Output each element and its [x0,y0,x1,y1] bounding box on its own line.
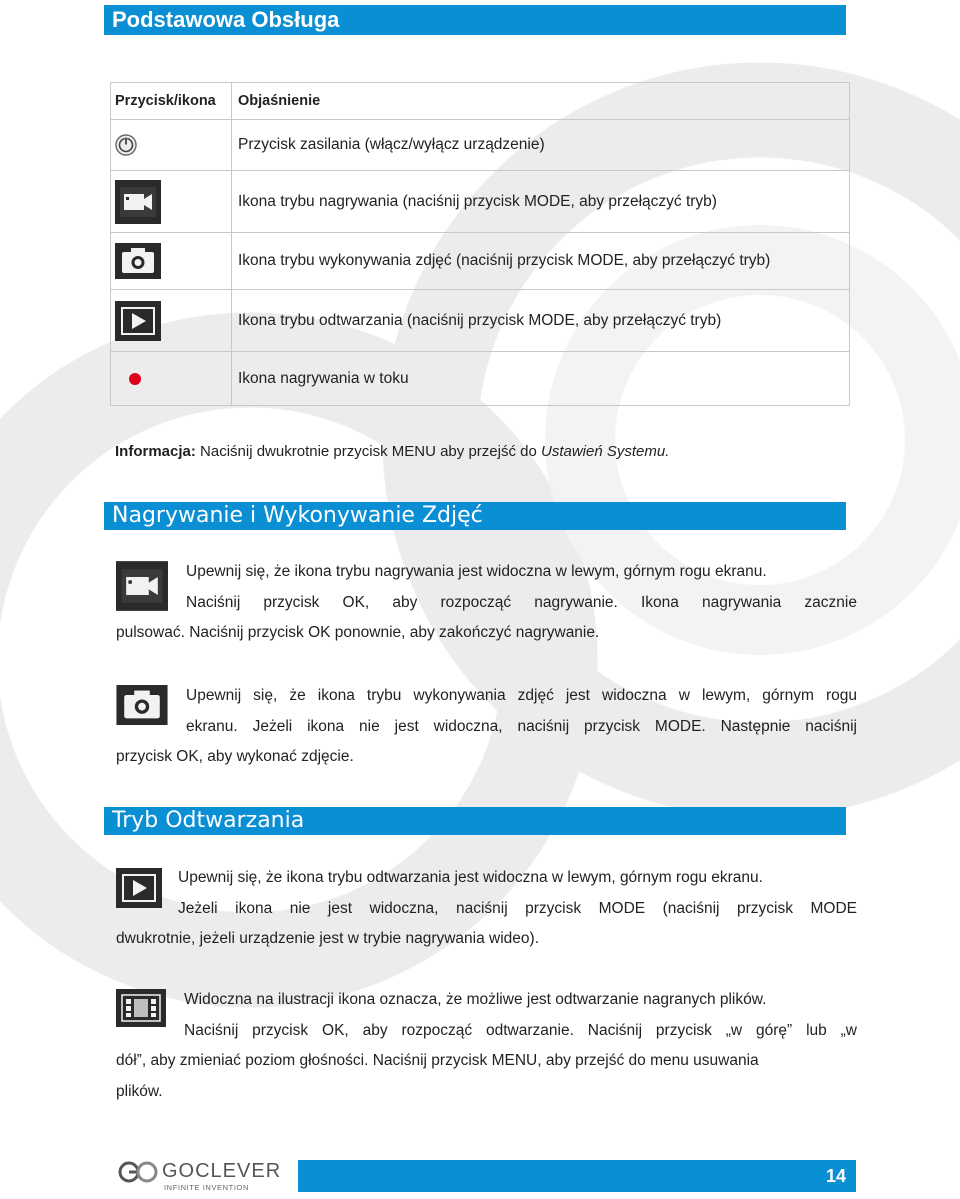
table-header-row [111,83,850,120]
logo-tagline: INFINITE INVENTION [164,1183,249,1192]
goclever-logo [118,1160,286,1199]
row-text: Ikona trybu wykonywania zdjęć (naciśnij przycisk MODE, aby przełączyć tryb) [232,233,850,290]
table-row [111,352,850,406]
playback-paragraph [116,863,857,955]
paragraph-line: Widoczna na ilustracji ikona oznacza, że możliwe jest odtwarzanie nagranych plików. [184,991,767,1008]
section-title-recording: Nagrywanie i Wykonywanie Zdjęć [104,502,846,530]
info-text: Naciśnij dwukrotnie przycisk MENU aby przejść do [195,443,541,460]
buttons-table [110,82,850,406]
file-browser-icon [116,989,166,1027]
paragraph-line: dwukrotnie, jeżeli urządzenie jest w trybie nagrywania wideo). [116,930,540,947]
row-text: Ikona nagrywania w toku [232,352,850,406]
table-row [111,171,850,233]
page-number-bar [298,1160,856,1192]
paragraph-line: ekranu. Jeżeli ikona nie jest widoczna, naciśnij przycisk MODE. Następnie naciśnij [186,717,857,735]
info-link-text: Ustawień Systemu. [540,443,670,460]
logo-text: GOCLEVER [162,1160,282,1182]
red-dot-icon [125,369,145,389]
paragraph-line: dół”, aby zmieniać poziom głośności. Naciśnij przycisk MENU, aby przejść do menu usuwania [116,1052,759,1069]
paragraph-line: Naciśnij przycisk OK, aby rozpocząć nagrywanie. Ikona nagrywania zacznie [186,593,857,611]
photo-camera-icon [115,243,161,279]
section-title-playback: Tryb Odtwarzania [104,807,846,835]
row-text: Ikona trybu nagrywania (naciśnij przycisk MODE, aby przełączyć tryb) [232,171,850,233]
info-label: Informacja: [115,443,196,460]
table-row [111,120,850,171]
paragraph-line: pulsować. Naciśnij przycisk OK ponownie, aby zakończyć nagrywanie. [116,624,600,641]
row-text: Przycisk zasilania (włącz/wyłącz urządzenie) [232,120,850,171]
col-header-explanation: Objaśnienie [232,83,850,120]
col-header-icon: Przycisk/ikona [111,83,232,120]
table-row [111,290,850,352]
page-number: 14 [825,1166,846,1186]
recording-paragraph [116,557,857,649]
photo-camera-icon [116,685,168,725]
paragraph-line: Upewnij się, że ikona trybu nagrywania jest widoczna w lewym, górnym rogu ekranu. [186,563,767,580]
paragraph-line: przycisk OK, aby wykonać zdjęcie. [116,748,354,765]
row-text: Ikona trybu odtwarzania (naciśnij przycisk MODE, aby przełączyć tryb) [232,290,850,352]
table-row [111,233,850,290]
paragraph-line: Naciśnij przycisk OK, aby rozpocząć odtwarzanie. Naciśnij przycisk „w górę” lub „w [184,1021,857,1039]
power-icon [115,133,137,157]
photo-paragraph [116,681,857,773]
video-camera-icon [116,561,168,611]
playback-files-paragraph [116,985,857,1107]
paragraph-line: Jeżeli ikona nie jest widoczna, naciśnij przycisk MODE (naciśnij przycisk MODE [178,899,857,917]
paragraph-line: plików. [116,1082,163,1100]
paragraph-line: Upewnij się, że ikona trybu odtwarzania jest widoczna w lewym, górnym rogu ekranu. [178,869,763,886]
info-note [115,443,669,460]
playback-icon [116,867,162,909]
paragraph-line: Upewnij się, że ikona trybu wykonywania zdjęć jest widoczna w lewym, górnym rogu [186,687,857,704]
video-camera-icon [115,180,161,224]
playback-icon [115,301,161,341]
section-title-basic: Podstawowa Obsługa [104,5,846,35]
